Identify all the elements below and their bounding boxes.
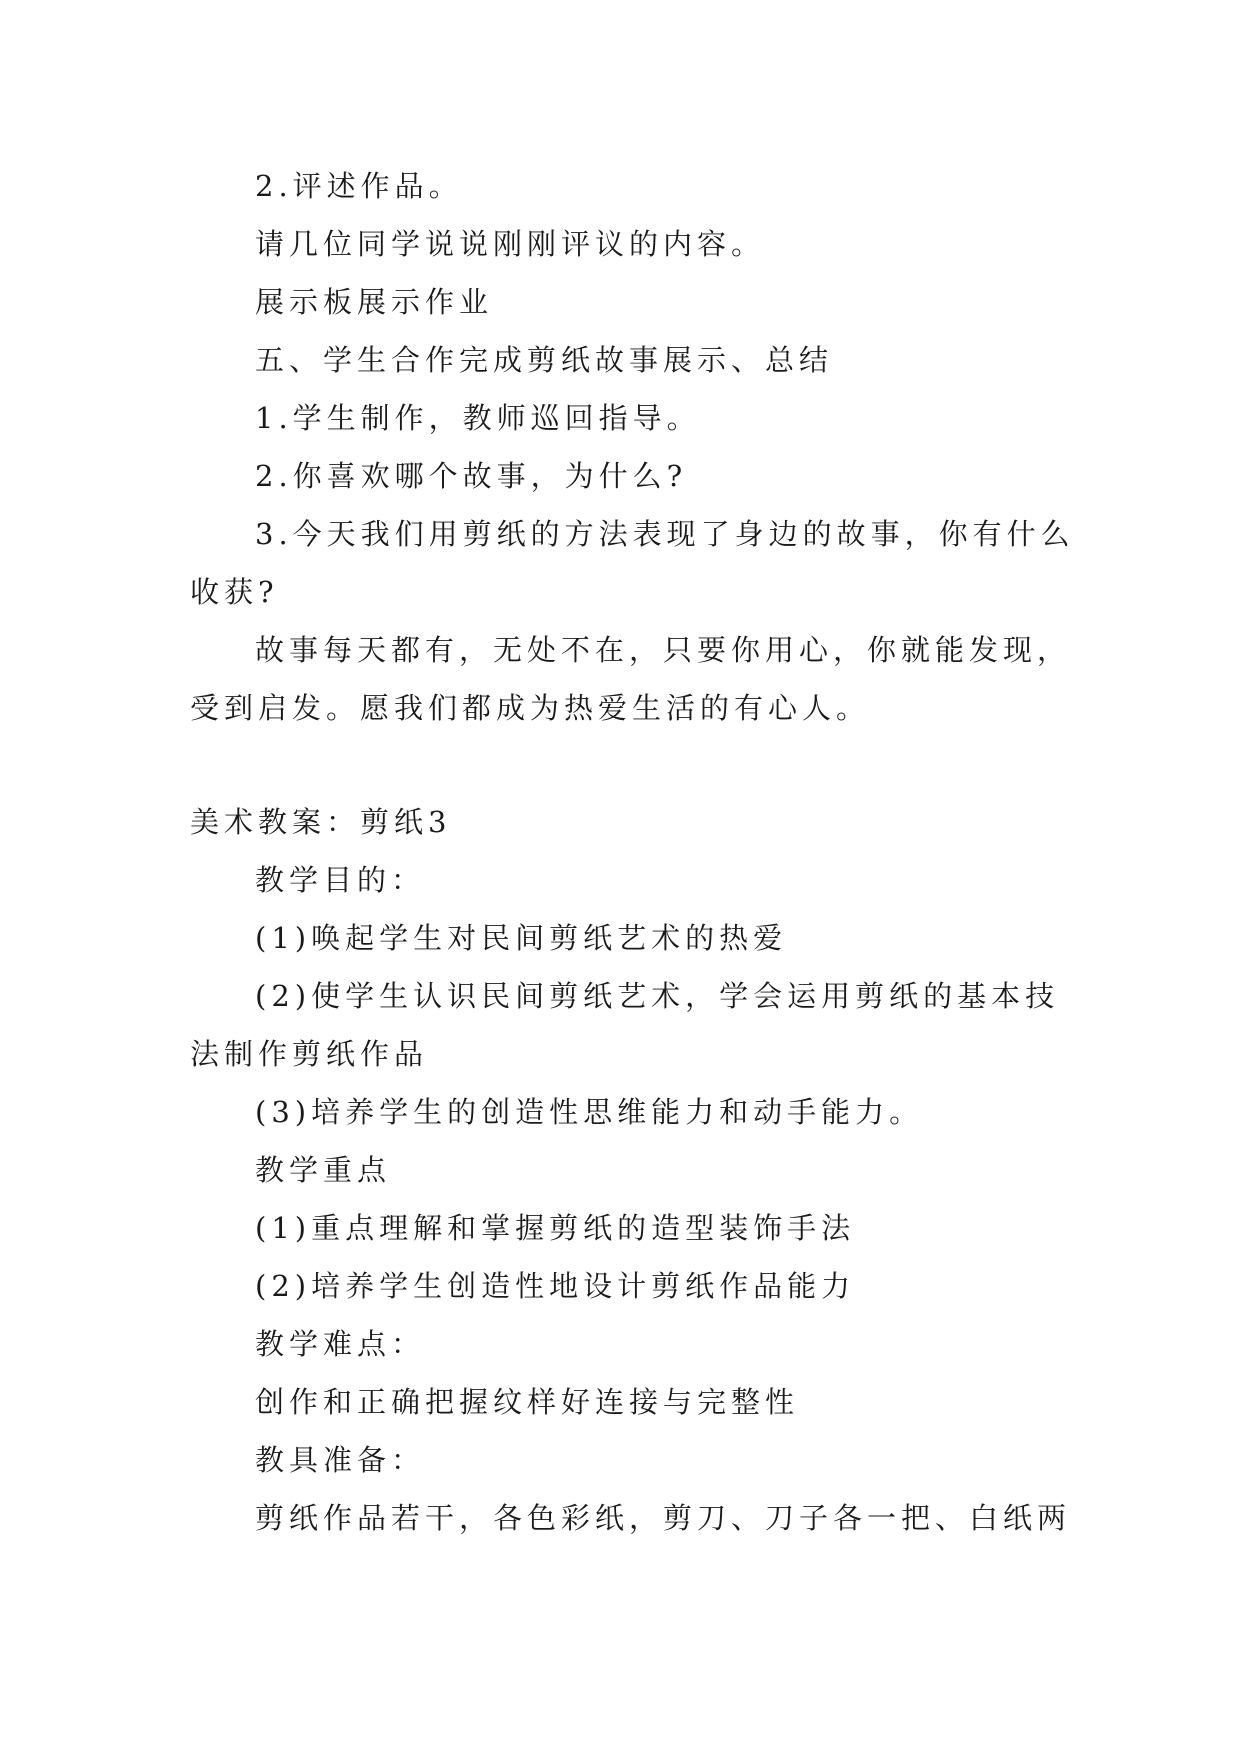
text-line: 3.今天我们用剪纸的方法表现了身边的故事，你有什么: [255, 517, 1075, 551]
text-line: 请几位同学说说刚刚评议的内容。: [255, 227, 766, 261]
section-heading: 教具准备：: [255, 1443, 426, 1477]
text-line: 收获?: [190, 575, 279, 609]
text-line: (1)重点理解和掌握剪纸的造型装饰手法: [255, 1211, 856, 1245]
text-line: 2.评述作品。: [255, 169, 463, 203]
text-line: 创作和正确把握纹样好连接与完整性: [255, 1385, 800, 1419]
section-heading: 教学重点: [255, 1153, 392, 1187]
text-line: (2)使学生认识民间剪纸艺术，学会运用剪纸的基本技: [255, 979, 1060, 1013]
text-line: 剪纸作品若干，各色彩纸，剪刀、刀子各一把、白纸两: [255, 1501, 1072, 1535]
section-heading: 教学目的：: [255, 863, 426, 897]
text-line: 2.你喜欢哪个故事，为什么?: [255, 459, 688, 493]
text-line: 展示板展示作业: [255, 285, 494, 319]
text-line: (1)唤起学生对民间剪纸艺术的热爱: [255, 921, 788, 955]
section-heading: 教学难点：: [255, 1327, 426, 1361]
text-line: 法制作剪纸作品: [190, 1037, 429, 1071]
text-line: 受到启发。愿我们都成为热爱生活的有心人。: [190, 691, 871, 725]
text-line: 故事每天都有，无处不在，只要你用心，你就能发现，: [255, 633, 1072, 667]
text-line: (3)培养学生的创造性思维能力和动手能力。: [255, 1095, 924, 1129]
section-heading: 五、学生合作完成剪纸故事展示、总结: [255, 343, 834, 377]
text-line: (2)培养学生创造性地设计剪纸作品能力: [255, 1269, 856, 1303]
lesson-title: 美术教案：剪纸3: [190, 805, 452, 839]
text-line: 1.学生制作，教师巡回指导。: [255, 401, 701, 435]
